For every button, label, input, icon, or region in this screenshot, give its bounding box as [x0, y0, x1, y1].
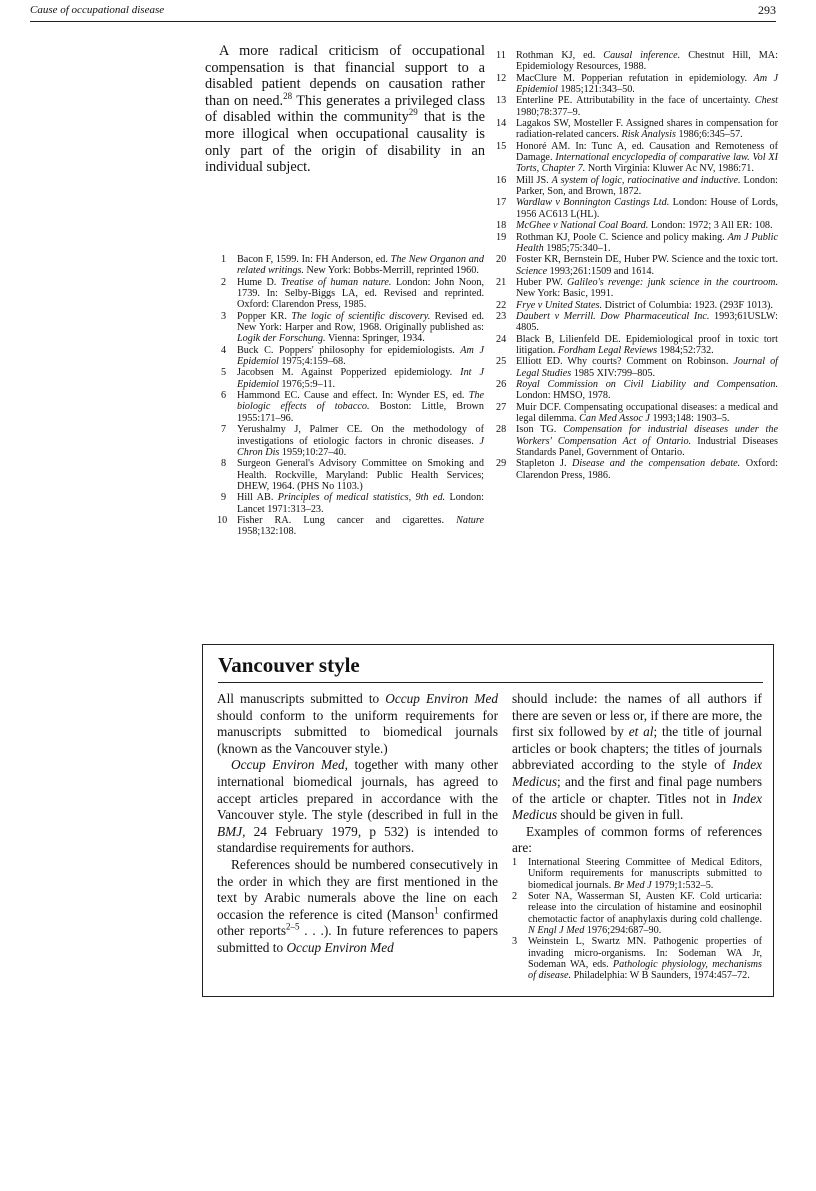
box-column-right	[512, 691, 762, 982]
reference-number: 23	[496, 310, 507, 322]
reference-7: 7 Yerushalmy J, Palmer CE. On the methodology of investigations of etiologic factors in chronic diseases. J Chron Dis 1959;10:27–40.	[221, 424, 484, 458]
example-reference-3: 3 Weinstein L, Swartz MN. Pathogenic properties of invading micro-organisms. In: Sodeman WA Jr, Sodeman WA, eds. Pathologic physiology, mechanisms of disease. Philadelphia: W B Saunders, 1974:457–72.	[512, 936, 762, 982]
reference-19: 19 Rothman KJ, Poole C. Science and policy making. Am J Public Health 1985;75:340–1.	[496, 231, 778, 254]
box-paragraph-4: should include: the names of all authors if there are seven or less or, if there are more, the first six followed by et al; the title of journal articles or book chapters; the titles of journals abbreviated according to the style of Index Medicus; and the first and final page numbers of the article or chapter. Titles not in Index Medicus should be given in full.	[512, 691, 763, 823]
reference-number: 27	[496, 401, 507, 413]
example-reference-1: 1 International Steering Committee of Medical Editors, Uniform requirements for manuscripts submitted to biomedical journals. Br Med J 1979;1:532–5.	[512, 856, 762, 891]
reference-number: 3	[512, 936, 518, 948]
reference-24: 24 Black B, Lilienfeld DE. Epidemiological proof in toxic tort litigation. Fordham Legal Reviews 1984;52:732.	[496, 333, 778, 356]
reference-number: 24	[496, 333, 507, 345]
reference-number: 11	[496, 50, 506, 61]
reference-6: 6 Hammond EC. Cause and effect. In: Wynder ES, ed. The biologic effects of tobacco. Boston: Little, Brown 1955:171–96.	[221, 390, 485, 424]
reference-number: 18	[496, 220, 507, 232]
reference-22: 22 Frye v United States. District of Columbia: 1923. (293F 1013).	[496, 299, 773, 311]
header-rule	[30, 21, 776, 22]
reference-26: 26 Royal Commission on Civil Liability and Compensation. London: HMSO, 1978.	[496, 378, 778, 402]
reference-number: 6	[221, 390, 227, 402]
reference-number: 22	[496, 299, 507, 311]
reference-14: 14 Lagakos SW, Mosteller F. Assigned shares in compensation for radiation-related cancers. Risk Analysis 1986;6:345–57.	[496, 118, 778, 141]
reference-2: 2 Hume D. Treatise of human nature. London: John Noon, 1739. In: Selby-Biggs LA, ed. Revised and reprinted. Oxford: Clarendon Press, 1985.	[221, 276, 484, 311]
reference-number: 16	[496, 174, 507, 186]
box-title: Vancouver style	[218, 653, 360, 677]
reference-20: 20 Foster KR, Bernstein DE, Huber PW. Science and the toxic tort. Science 1993;261:1509 and 1614.	[496, 254, 778, 277]
reference-28: 28 Ison TG. Compensation for industrial diseases under the Workers' Compensation Act of Ontario. Industrial Diseases Standards Panel, Government of Ontario.	[496, 424, 778, 459]
reference-number: 20	[496, 254, 507, 266]
reference-5: 5 Jacobsen M. Against Popperized epidemiology. Int J Epidemiol 1976;5:9–11.	[221, 367, 484, 390]
reference-number: 14	[496, 118, 507, 130]
reference-number: 21	[496, 276, 507, 288]
box-paragraph-5: Examples of common forms of references are:	[512, 823, 762, 856]
reference-number: 13	[496, 95, 507, 107]
reference-number: 12	[496, 72, 507, 84]
reference-15: 15 Honoré AM. In: Tunc A, ed. Causation and Remoteness of Damage. International encyclopedia of comparative law. Vol XI Torts, Chapter 7. North Virginia: Kluwer Ac NV, 1986:71.	[496, 140, 778, 175]
reference-25: 25 Elliott ED. Why courts? Comment on Robinson. Journal of Legal Studies 1985 XIV:799–805.	[496, 356, 778, 379]
reference-number: 7	[221, 424, 227, 436]
reference-21: 21 Huber PW. Galileo's revenge: junk science in the courtroom. New York: Basic, 1991.	[496, 276, 778, 300]
reference-number: 2	[512, 890, 518, 902]
reference-number: 5	[221, 367, 227, 379]
vancouver-style-box	[202, 644, 774, 997]
reference-27: 27 Muir DCF. Compensating occupational diseases: a medical and legal dilemma. Can Med Assoc J 1993;148: 1903–5.	[496, 401, 778, 424]
reference-8: 8 Surgeon General's Advisory Committee on Smoking and Health. Rockville, Maryland: Public Health Services; DHEW, 1964. (PHS No 1103.)	[221, 458, 484, 492]
reference-23: 23 Daubert v Merrill. Dow Pharmaceutical Inc. 1993;61USLW: 4805.	[496, 310, 778, 334]
reference-number: 1	[221, 254, 227, 265]
box-paragraph-1: All manuscripts submitted to Occup Environ Med should conform to the uniform requirements for manuscripts submitted to biomedical journals (known as the Vancouver style.)	[217, 691, 498, 756]
reference-13: 13 Enterline PE. Attributability in the face of uncertainty. Chest 1980;78:377–9.	[496, 95, 778, 118]
example-reference-2: 2 Soter NA, Wasserman SI, Austen KF. Cold urticaria: release into the circulation of histamine and eosinophil chemotactic factor of anaphylaxis during cold challenge. N Engl J Med 1976;294:687–90.	[512, 890, 762, 936]
reference-number: 2	[221, 276, 227, 288]
box-column-left	[217, 691, 498, 957]
reference-number: 3	[221, 310, 227, 322]
reference-17: 17 Wardlaw v Bonnington Castings Ltd. London: House of Lords, 1956 AC613 L(HL).	[496, 197, 778, 220]
reference-number: 15	[496, 140, 507, 152]
reference-4: 4 Buck C. Poppers' philosophy for epidemiologists. Am J Epidemiol 1975;4:159–68.	[221, 344, 484, 368]
reference-number: 1	[512, 856, 518, 868]
reference-number: 10	[217, 514, 228, 526]
reference-number: 9	[221, 492, 227, 504]
reference-number: 17	[496, 197, 507, 209]
reference-number: 26	[496, 378, 507, 390]
box-paragraph-2: Occup Environ Med, together with many other international biomedical journals, has agreed to accept articles prepared in accordance with the Vancouver style. The style (described in full in the BMJ, 24 February 1979, p 532) is intended to standardise requirements for authors.	[217, 757, 498, 856]
page-number: 293	[758, 3, 776, 17]
reference-16: 16 Mill JS. A system of logic, ratiocinative and inductive. London: Parker, Son, and Brown, 1872.	[496, 174, 778, 198]
reference-1: 1 Bacon F, 1599. In: FH Anderson, ed. The New Organon and related writings. New York: Bobbs-Merrill, reprinted 1960.	[221, 254, 484, 277]
reference-number: 28	[496, 424, 507, 436]
reference-number: 8	[221, 458, 227, 470]
reference-number: 19	[496, 231, 507, 243]
running-title: Cause of occupational disease	[30, 4, 165, 16]
reference-list-right	[496, 50, 778, 481]
reference-11: 11 Rothman KJ, ed. Causal inference. Chestnut Hill, MA: Epidemiology Resources, 1988.	[496, 50, 778, 73]
reference-list-left	[217, 254, 485, 538]
reference-3: 3 Popper KR. The logic of scientific discovery. Revised ed. New York: Harper and Row, 1968. Originally published as: Logik der Forschung. Vienna: Springer, 1934.	[221, 310, 485, 345]
box-title-rule	[218, 682, 763, 683]
reference-number: 25	[496, 356, 507, 368]
reference-12: 12 MacClure M. Popperian refutation in epidemiology. Am J Epidemiol 1985;121:343–50.	[496, 72, 778, 96]
box-paragraph-3: References should be numbered consecutively in the order in which they are first mentioned in the text by Arabic numerals above the line on each occasion the reference is cited (Manson$^1$ confirmed other reports$^{2-5}$ . . .). In future references to papers submitted to Occup Environ Med	[217, 856, 499, 955]
reference-18: 18 McGhee v National Coal Board. London: 1972; 3 All ER: 108.	[496, 220, 773, 232]
reference-29: 29 Stapleton J. Disease and the compensation debate. Oxford: Clarendon Press, 1986.	[496, 458, 778, 481]
reference-9: 9 Hill AB. Principles of medical statistics, 9th ed. London: Lancet 1971:313–23.	[221, 492, 484, 515]
intro-paragraph: A more radical criticism of occupational compensation is that financial support to a disabled patient depends on causation rather than on need.$^{28}$ This generates a privileged class of disabled within the community$^{29}$ that is the more illogical when occupational causality is only part of the origin of disability in an individual subject.	[205, 43, 486, 176]
reference-10: 10 Fisher RA. Lung cancer and cigarettes. Nature 1958;132:108.	[217, 514, 484, 538]
reference-number: 29	[496, 458, 507, 470]
reference-number: 4	[221, 344, 227, 356]
